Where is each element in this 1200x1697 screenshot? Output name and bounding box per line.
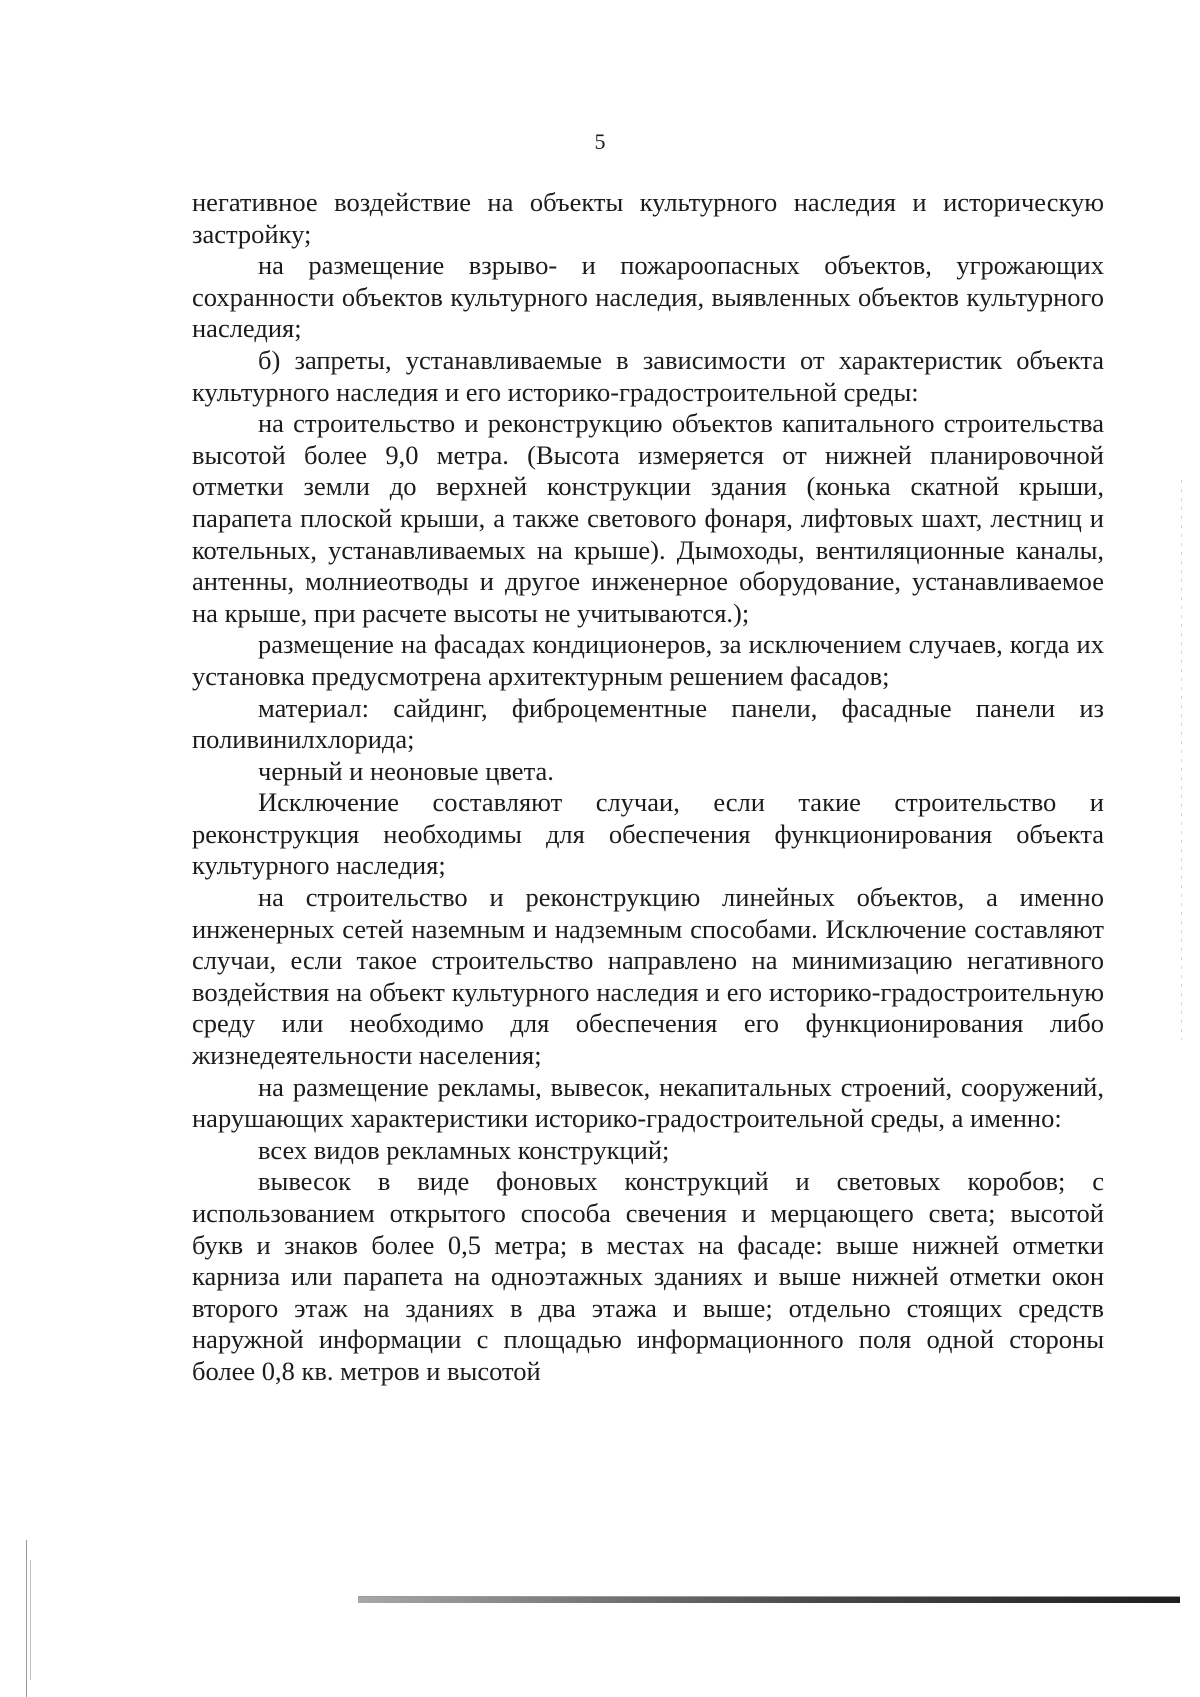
- paragraph-5: размещение на фасадах кондиционеров, за исключением случаев, когда их установка предусмотрена архитектурным решением фасадов;: [192, 629, 1104, 691]
- scan-left-edge-line-secondary: [30, 1560, 31, 1680]
- document-body: [192, 187, 1104, 1388]
- scan-left-edge-line: [26, 1540, 27, 1697]
- paragraph-9: на строительство и реконструкцию линейных объектов, а именно инженерных сетей наземным и надземным способами. Исключение составляют случаи, если такое строительство направлено на минимизацию негативного воздействия на объект культурного наследия и его историко-градостроительную среду или необходимо для обеспечения его функционирования либо жизнедеятельности населения;: [192, 882, 1104, 1071]
- paragraph-8: Исключение составляют случаи, если такие строительство и реконструкция необходимы для обеспечения функционирования объекта культурного наследия;: [192, 787, 1104, 881]
- paragraph-10: на размещение рекламы, вывесок, некапитальных строений, сооружений, нарушающих характеристики историко-градостроительной среды, а именно:: [192, 1071, 1104, 1134]
- scan-bottom-border: [358, 1597, 1180, 1603]
- scan-right-edge-artifact: [1181, 480, 1182, 1040]
- paragraph-7: черный и неоновые цвета.: [258, 755, 554, 786]
- page-number: 5: [594, 129, 606, 154]
- paragraph-4: на строительство и реконструкцию объектов капитального строительства высотой более 9,0 метра. (Высота измеряется от нижней планировочной отметки земли до верхней конструкции здания (конька скатной крыши, парапета плоской крыши, а также светового фонаря, лифтовых шахт, лестниц и котельных, устанавливаемых на крыше). Дымоходы, вентиляционные каналы, антенны, молниеотводы и другое инженерное оборудование, устанавливаемое на крыше, при расчете высоты не учитываются.);: [192, 408, 1104, 628]
- paragraph-2: на размещение взрыво- и пожароопасных объектов, угрожающих сохранности объектов культурного наследия, выявленных объектов культурного наследия;: [192, 250, 1104, 344]
- paragraph-12: вывесок в виде фоновых конструкций и световых коробов; с использованием открытого способа свечения и мерцающего света; высотой букв и знаков более 0,5 метра; в местах на фасаде: выше нижней отметки карниза или парапета на одноэтажных зданиях и выше нижней отметки окон второго этаж на зданиях в два этажа и выше; отдельно стоящих средств наружной информации с площадью информационного поля одной стороны более 0,8 кв. метров и высотой: [192, 1166, 1104, 1386]
- paragraph-11: всех видов рекламных конструкций;: [258, 1134, 670, 1165]
- paragraph-3: б) запреты, устанавливаемые в зависимости от характеристик объекта культурного наследия и его историко-градостроительной среды:: [192, 344, 1104, 407]
- paragraph-1: негативное воздействие на объекты культурного наследия и историческую застройку;: [192, 187, 1104, 249]
- paragraph-6: материал: сайдинг, фиброцементные панели, фасадные панели из поливинилхлорида;: [192, 692, 1104, 755]
